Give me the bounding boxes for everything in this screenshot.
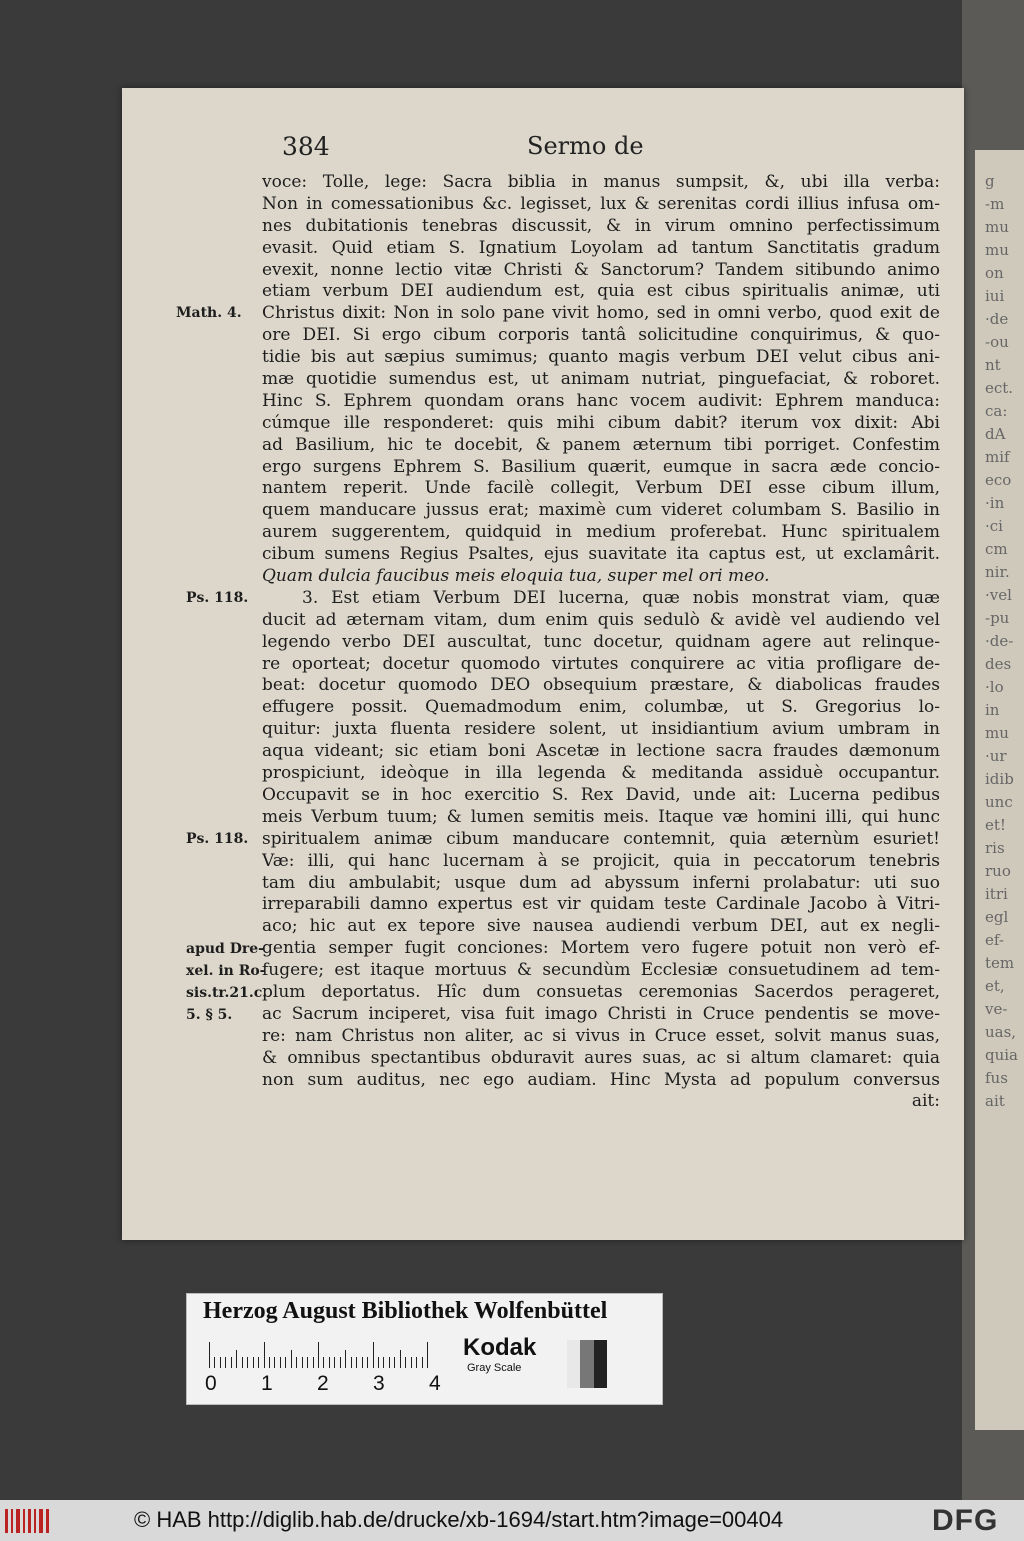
adjacent-fragment: dA [985,425,1006,443]
text-line: fugere; est itaque mortuus & secundùm Ecclesiæ consuetudinem ad tem- [262,960,940,981]
ruler-tick [334,1357,335,1368]
adjacent-page-edge [975,150,1024,1430]
barcode-icon [5,1509,49,1533]
footer-citation[interactable]: © HAB http://diglib.hab.de/drucke/xb-1694/start.htm?image=00404 [134,1507,784,1532]
adjacent-fragment: ca: [985,402,1008,420]
main-text-block [262,172,940,1113]
adjacent-fragment: ruo [985,862,1011,880]
adjacent-fragment: ·de [985,310,1009,328]
adjacent-fragment: mu [985,724,1009,742]
text-line: tidie bis aut sæpius sumimus; quanto magis verbum DEI velut cibus ani- [262,347,940,368]
margin-note: Ps. 118. [186,590,249,606]
ruler-tick [280,1357,281,1368]
adjacent-fragment: ve- [985,1000,1008,1018]
margin-note: xel. in Ro- [186,963,266,979]
adjacent-fragment: fus [985,1069,1008,1087]
text-line: re oporteat; docetur quomodo virtutes conquirere ac vitia profligare de- [262,653,940,674]
adjacent-fragment: mu [985,241,1009,259]
ruler-tick [274,1357,275,1368]
page-header [282,132,682,172]
ruler-tick [264,1342,265,1368]
margin-note: Ps. 118. [186,831,249,847]
text-line: ac Sacrum inciperet, visa fuit imago Christi in Cruce pendentis se move- [262,1003,940,1024]
text-line: ducit ad æternam vitam, dum enim quis sedulò & avidè vel audiendo vel [262,609,940,630]
adjacent-fragment: ef- [985,931,1004,949]
adjacent-fragment: -ou [985,333,1009,351]
ruler-tick [373,1342,374,1368]
gray-scale-label: Gray Scale [467,1362,522,1374]
text-line: ore DEI. Si ergo cibum corporis tantâ solicitudine conquirimus, & quo- [262,325,940,346]
text-line: evexit, nonne lectio vitæ Christi & Sanctorum? Tandem sitibundo animo [262,259,940,280]
adjacent-fragment: des [985,655,1012,673]
catchword: ait: [911,1091,940,1112]
dfg-logo: DFG [932,1504,999,1537]
ruler-tick [340,1357,341,1368]
ruler-tick [236,1350,237,1368]
text-line: non sum auditus, nec ego audiam. Hinc Mysta ad populum conversus [262,1069,940,1090]
ruler-tick [351,1357,352,1368]
adjacent-fragment: mu [985,218,1009,236]
text-line: ergo surgens Ephrem S. Basilium quærit, eumque in sacra æde concio- [262,456,940,477]
adjacent-fragment: ·in [985,494,1005,512]
text-line: quitur: juxta fluenta residere solent, ut insidiantium avium umbram in [262,719,940,740]
adjacent-fragment: iui [985,287,1005,305]
footer-bar [0,1500,1024,1541]
ruler-tick [356,1357,357,1368]
text-line: tam diu ambulabit; usque dum ad abyssum inferni prolabatur: uti suo [262,872,940,893]
adjacent-fragment: tem [985,954,1015,972]
adjacent-fragment: itri [985,885,1008,903]
ruler-label: 1 [261,1372,273,1395]
ruler-tick [411,1357,412,1368]
text-line: quem manducare jussus erat; maximè cum videret columbam S. Basilio in [262,500,940,521]
adjacent-fragment: unc [985,793,1013,811]
ruler-tick [329,1357,330,1368]
ruler-tick [362,1357,363,1368]
adjacent-fragment: ect. [985,379,1014,397]
text-line: Non in comessationibus &c. legisset, lux & serenitas cordi illius infusa om- [262,193,940,214]
ruler-tick [394,1357,395,1368]
ruler-tick [220,1357,221,1368]
page-number: 384 [282,132,330,161]
ruler-tick [323,1357,324,1368]
adjacent-fragment: ·ci [985,517,1003,535]
adjacent-fragment: idib [985,770,1014,788]
ruler-label: 2 [317,1372,329,1395]
margin-note: 5. § 5. [186,1007,233,1023]
adjacent-fragment: eco [985,471,1012,489]
text-line: cúmque ille responderet: quis mihi cibum dabit? iterum vox dixit: Abi [262,412,940,433]
adjacent-fragment: g [985,172,995,190]
text-line: effugere possit. Quemadmodum enim, columbæ, ut S. Gregorius lo- [262,697,940,718]
adjacent-fragment: et, [985,977,1005,995]
ruler-tick [383,1357,384,1368]
text-line: Occupavit se in hoc exercitio S. Rex David, unde ait: Lucerna pedibus [262,784,940,805]
ruler-tick [231,1357,232,1368]
text-line: meis Verbum tuum; & lumen semitis meis. Itaque væ homini illi, qui hunc [262,806,940,827]
text-line: Quam dulcia faucibus meis eloquia tua, super mel ori meo. [262,566,770,587]
margin-note: Math. 4. [176,305,242,321]
adjacent-fragment: mif [985,448,1010,466]
gray-scale-patch [567,1340,607,1388]
ruler-tick [247,1357,248,1368]
adjacent-fragment: ·ur [985,747,1007,765]
kodak-logo: Kodak [463,1334,537,1361]
text-line: irreparabili damno expertus est vir quidam teste Cardinale Jacobo à Vitri- [262,894,940,915]
text-line: spiritualem animæ cibum manducare contemnit, quia æternùm esuriet! [262,828,940,849]
ruler-tick [291,1350,292,1368]
ruler-tick [242,1357,243,1368]
text-line: Væ: illi, qui hanc lucernam à se projicit, quia in peccatorum tenebris [262,850,940,871]
ruler-tick [296,1357,297,1368]
text-line: & omnibus spectantibus obduravit aures suas, ac si altum clamaret: quia [262,1047,940,1068]
text-line: legendo verbo DEI auscultat, tunc docetur, quidnam agere aut relinque- [262,631,940,652]
text-line: ad Basilium, hic te docebit, & panem æternum tibi porriget. Confestim [262,434,940,455]
adjacent-fragment: quia [985,1046,1019,1064]
adjacent-fragment: ·de- [985,632,1014,650]
adjacent-fragment: cm [985,540,1008,558]
text-line: voce: Tolle, lege: Sacra biblia in manus sumpsit, &, ubi illa verba: [262,172,940,192]
ruler-tick [225,1357,226,1368]
color-reference-chart [186,1293,663,1405]
ruler-tick [405,1357,406,1368]
adjacent-fragment: ·vel [985,586,1012,604]
text-line: mæ quotidie sumendus est, ut animam nutriat, pinguefaciat, & roboret. [262,369,940,390]
ruler-tick [367,1357,368,1368]
text-line: aqua videant; sic etiam boni Ascetæ in lectione sacra fraudes dæmonum [262,741,940,762]
ruler-tick [313,1357,314,1368]
ruler-tick [345,1350,346,1368]
ruler-tick [258,1357,259,1368]
text-line: aco; hic aut ex tepore sive nausea audiendi verbum DEI, aut ex negli- [262,916,940,937]
adjacent-fragment: in [985,701,1000,719]
measurement-ruler [209,1342,427,1368]
ruler-tick [427,1342,428,1368]
ruler-label: 3 [373,1372,385,1395]
text-line: gentia semper fugit conciones: Mortem vero fugere potuit non verò ef- [262,938,940,959]
running-title: Sermo de [527,132,644,160]
ruler-tick [307,1357,308,1368]
ruler-tick [318,1342,319,1368]
ruler-tick [389,1357,390,1368]
ruler-label: 4 [429,1372,441,1395]
text-line: etiam verbum DEI audiendum est, quia est cibus spiritualis animæ, uti [262,281,940,302]
adjacent-fragment: et! [985,816,1006,834]
adjacent-fragment: -m [985,195,1005,213]
adjacent-fragment: egl [985,908,1009,926]
ruler-tick [302,1357,303,1368]
text-line: Hinc S. Ephrem quondam orans hanc vocem audivit: Ephrem manduca: [262,390,940,411]
adjacent-page-text [985,170,1024,1113]
margin-note: apud Dre- [186,941,264,957]
ruler-tick [422,1357,423,1368]
adjacent-fragment: uas, [985,1023,1017,1041]
text-line: nes dubitationis tenebras discussit, & in virum omnino perfectissimum [262,215,940,236]
ruler-tick [378,1357,379,1368]
ruler-tick [253,1357,254,1368]
ruler-tick [400,1350,401,1368]
text-line: 3. Est etiam Verbum DEI lucerna, quæ nobis monstrat viam, quæ [302,587,940,608]
text-line: re: nam Christus non aliter, ac si vivus in Cruce esset, solvit manus suas, [262,1025,940,1046]
ruler-tick [285,1357,286,1368]
ruler-tick [214,1357,215,1368]
adjacent-fragment: nir. [985,563,1010,581]
ruler-label: 0 [205,1372,217,1395]
margin-note: sis.tr.21.c. [186,985,268,1001]
adjacent-fragment: ris [985,839,1005,857]
text-line: Christus dixit: Non in solo pane vivit homo, sed in omni verbo, quod exit de [262,303,940,324]
text-line: cibum sumens Regius Psaltes, ejus suavitate ita captus est, ut exclamârit. [262,544,940,565]
ruler-tick [416,1357,417,1368]
adjacent-fragment: ·lo [985,678,1004,696]
adjacent-fragment: ait [985,1092,1005,1110]
library-name: Herzog August Bibliothek Wolfenbüttel [203,1298,608,1324]
adjacent-fragment: nt [985,356,1001,374]
text-line: plum deportatus. Hîc dum consuetas ceremonias Sacerdos perageret, [262,981,940,1002]
ruler-tick [269,1357,270,1368]
ruler-tick [209,1342,210,1368]
text-line: evasit. Quid etiam S. Ignatium Loyolam ad tantum Sanctitatis gradum [262,237,940,258]
text-line: prospiciunt, ideòque in illa legenda & meditanda assiduè occupantur. [262,763,940,784]
text-line: aurem suggerentem, quidquid in medium proferebat. Hunc spiritualem [262,522,940,543]
text-line: beat: docetur quomodo DEO obsequium præstare, & diabolicas fraudes [262,675,940,696]
text-line: nantem reperit. Unde facilè collegit, Verbum DEI esse cibum illum, [262,478,940,499]
adjacent-fragment: on [985,264,1004,282]
adjacent-fragment: -pu [985,609,1010,627]
